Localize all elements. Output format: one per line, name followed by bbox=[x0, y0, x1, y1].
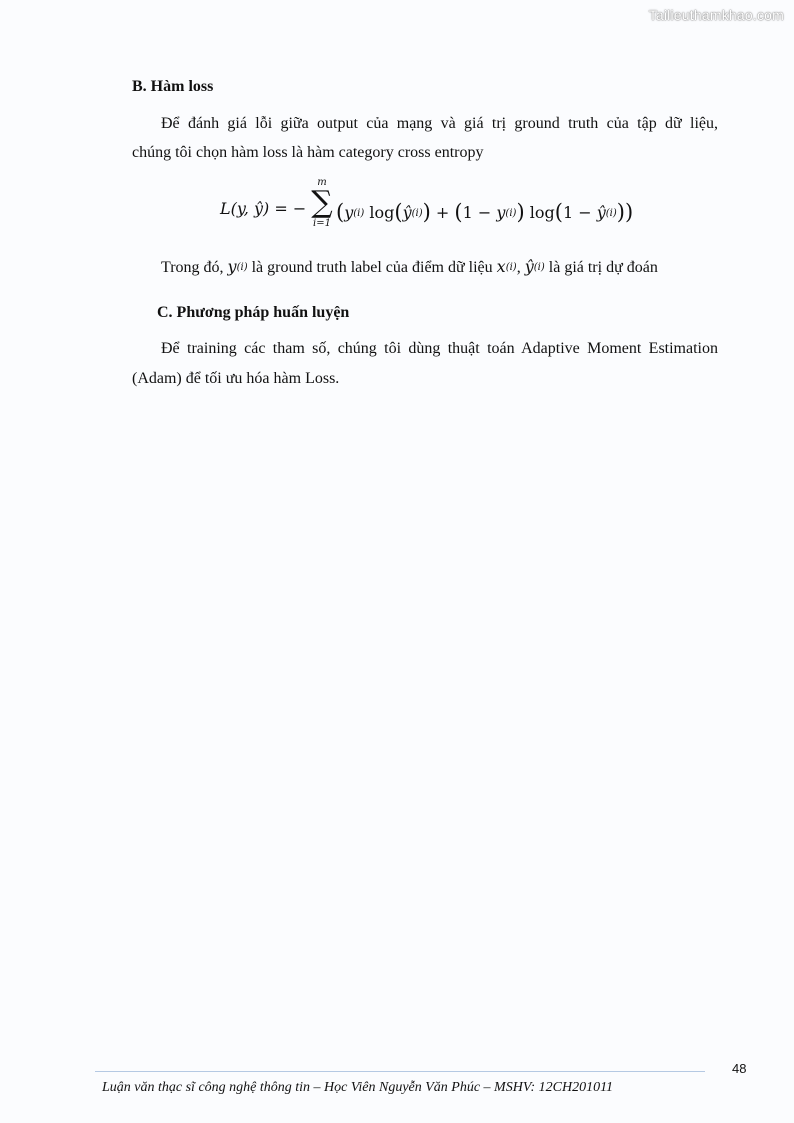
where-x: x bbox=[496, 257, 506, 276]
formula-y: y bbox=[344, 203, 354, 222]
summation bbox=[306, 178, 338, 230]
page-number: 48 bbox=[732, 1061, 747, 1076]
where-line bbox=[161, 259, 658, 276]
section-c-heading: C. Phương pháp huấn luyện bbox=[157, 304, 350, 321]
watermark: Tailieuthamkhao.com bbox=[648, 7, 784, 23]
where-sup: (i) bbox=[236, 262, 248, 273]
formula-y: y bbox=[496, 203, 506, 222]
where-comma: , bbox=[516, 259, 525, 276]
footer-divider bbox=[95, 1071, 705, 1072]
where-mid: là ground truth label của điểm dữ liệu bbox=[247, 259, 497, 276]
formula-sup: (i) bbox=[353, 208, 365, 219]
formula-sup: (i) bbox=[605, 208, 617, 219]
footer-text: Luận văn thạc sĩ công nghệ thông tin – Học Viên Nguyễn Văn Phúc – MSHV: 12CH201011 bbox=[102, 1080, 614, 1095]
formula-one-minus: 1 − bbox=[562, 203, 597, 222]
where-sup: (i) bbox=[533, 262, 545, 273]
where-prefix: Trong đó, bbox=[161, 259, 228, 276]
sigma-symbol: ∑ bbox=[311, 185, 333, 220]
formula-plus: + bbox=[430, 203, 455, 222]
where-yhat: ŷ bbox=[524, 257, 534, 276]
loss-formula bbox=[220, 178, 640, 238]
section-c-paragraph-line-1: Để training các tham số, chúng tôi dùng thuật toán Adaptive Moment Estimation bbox=[161, 340, 718, 357]
formula-one-minus: 1 − bbox=[462, 203, 497, 222]
section-b-paragraph-line-2: chúng tôi chọn hàm loss là hàm category cross entropy bbox=[132, 144, 484, 161]
formula-sup: (i) bbox=[505, 208, 517, 219]
formula-sup: (i) bbox=[411, 208, 423, 219]
formula-yhat: ŷ bbox=[402, 203, 412, 222]
formula-rhs: ($y^{(i)}$ $\log(ŷ^{(i)}) + (1 - y^{(i)}) \log(1$ − $ŷ^{(i)}$)) bbox=[336, 200, 634, 224]
where-suffix: là giá trị dự đoán bbox=[544, 259, 658, 276]
formula-lhs: L(y, ŷ) = − bbox=[220, 199, 307, 218]
where-sup: (i) bbox=[505, 262, 517, 273]
section-c-paragraph-line-2: (Adam) để tối ưu hóa hàm Loss. bbox=[132, 370, 340, 387]
formula-yhat: ŷ bbox=[596, 203, 606, 222]
section-b-heading: B. Hàm loss bbox=[132, 78, 214, 95]
formula-log: log bbox=[369, 203, 395, 222]
sum-lower-limit: i=1 bbox=[313, 218, 331, 229]
section-b-paragraph-line-1: Để đánh giá lỗi giữa output của mạng và giá trị ground truth của tập dữ liệu, bbox=[161, 115, 718, 132]
sum-upper-limit: m bbox=[317, 177, 327, 188]
formula-log: log bbox=[529, 203, 555, 222]
where-y: y bbox=[227, 257, 237, 276]
